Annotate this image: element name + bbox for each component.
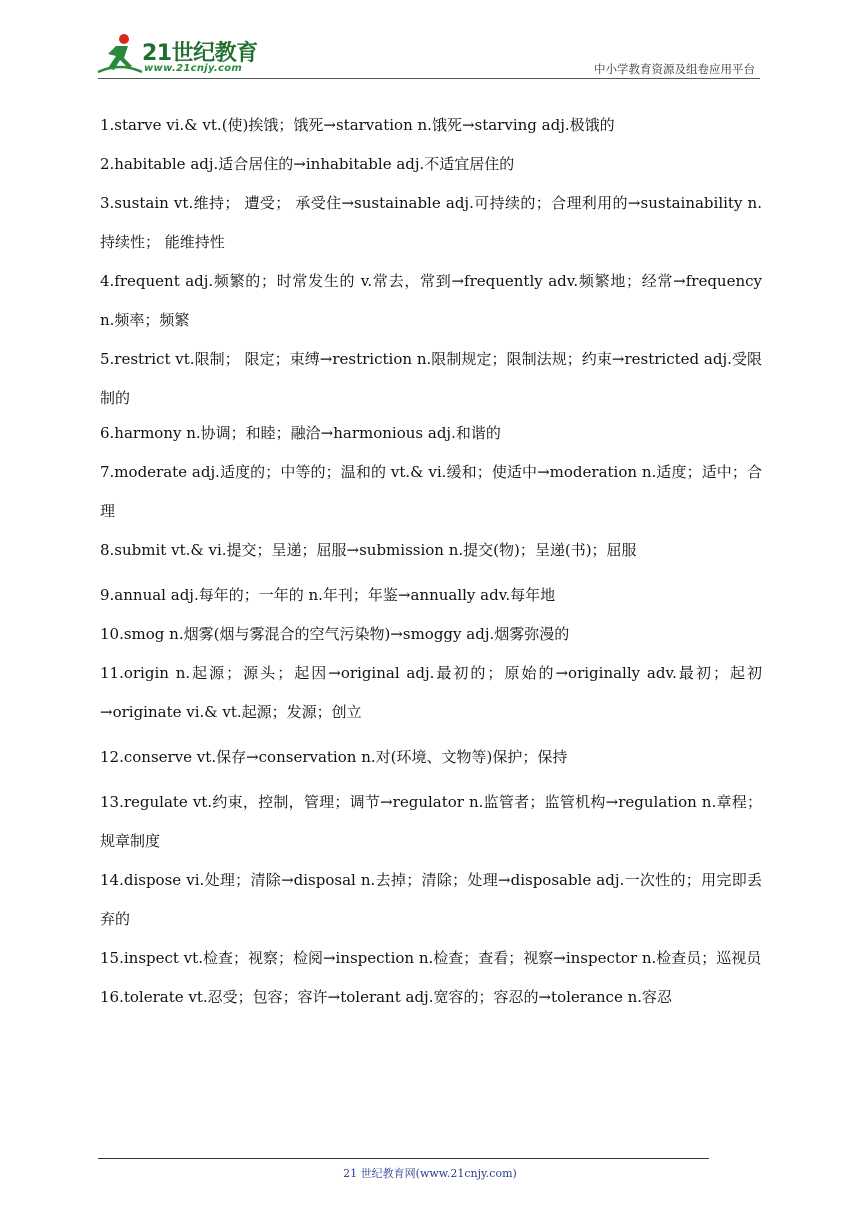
- vocab-entry-12: 12.conserve vt.保存→conservation n.对(环境、文物等)保护；保持: [100, 748, 568, 766]
- vocabulary-list: [100, 106, 762, 1017]
- header-divider: [98, 78, 760, 79]
- vocab-entry-2: 2.habitable adj.适合居住的→inhabitable adj.不适宜居住的: [100, 155, 515, 173]
- vocab-entry-11: 11.origin n.起源；源头；起因→original adj.最初的；原始的→originally adv.最初；起初→originate vi.& vt.起源；发源；创立: [100, 664, 762, 721]
- logo-title: 21世纪教育: [142, 41, 258, 66]
- vocab-entry-6: 6.harmony n.协调；和睦；融洽→harmonious adj.和谐的: [100, 424, 501, 442]
- vocab-entry-7: 7.moderate adj.适度的；中等的；温和的 vt.& vi.缓和；使适中→moderation n.适度；适中；合理: [100, 463, 762, 520]
- vocab-entry-4: 4.frequent adj.频繁的；时常发生的 v.常去，常到→frequently adv.频繁地；经常→frequency n.频率；频繁: [100, 272, 762, 329]
- vocab-entry-1: 1.starve vi.& vt.(使)挨饿；饿死→starvation n.饿死→starving adj.极饿的: [100, 116, 615, 134]
- vocab-entry-16: 16.tolerate vt.忍受；包容；容许→tolerant adj.宽容的；容忍的→tolerance n.容忍: [100, 988, 673, 1006]
- vocab-entry-10: 10.smog n.烟雾(烟与雾混合的空气污染物)→smoggy adj.烟雾弥漫的: [100, 625, 570, 643]
- vocab-entry-13: 13.regulate vt.约束，控制，管理；调节→regulator n.监管者；监管机构→regulation n.章程；规章制度: [100, 793, 762, 850]
- logo-url: www.21cnjy.com: [144, 63, 243, 74]
- page-header: [0, 0, 860, 86]
- vocab-entry-14: 14.dispose vi.处理；清除→disposal n.去掉；清除；处理→disposable adj.一次性的；用完即丢弃的: [100, 871, 762, 928]
- vocab-entry-15: 15.inspect vt.检查；视察；检阅→inspection n.检查；查看；视察→inspector n.检查员；巡视员: [100, 949, 762, 967]
- footer-divider: [98, 1158, 709, 1159]
- header-platform-text: 中小学教育资源及组卷应用平台: [594, 62, 755, 76]
- vocab-entry-9: 9.annual adj.每年的；一年的 n.年刊；年鉴→annually adv.每年地: [100, 586, 556, 604]
- site-logo[interactable]: [94, 32, 274, 78]
- runner-logo-icon: [94, 32, 146, 78]
- footer-site-link[interactable]: 21 世纪教育网(www.21cnjy.com): [343, 1167, 517, 1180]
- vocab-entry-3: 3.sustain vt.维持； 遭受； 承受住→sustainable adj.可持续的；合理利用的→sustainability n.持续性； 能维持性: [100, 194, 762, 251]
- vocab-entry-5: 5.restrict vt.限制； 限定；束缚→restriction n.限制规定；限制法规；约束→restricted adj.受限制的: [100, 350, 762, 407]
- vocab-entry-8: 8.submit vt.& vi.提交；呈递；屈服→submission n.提交(物)；呈递(书)；屈服: [100, 541, 637, 559]
